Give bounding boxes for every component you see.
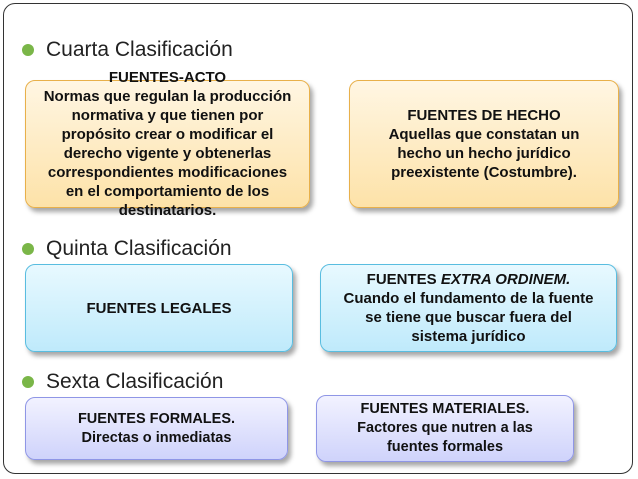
heading-quinta (22, 237, 232, 261)
materiales-title: FUENTES MATERIALES. (360, 401, 530, 417)
box-fuentes-legales (25, 264, 293, 352)
materiales-line: Factores que nutren a las (357, 420, 533, 436)
extra-line: sistema jurídico (411, 328, 526, 345)
heading-sexta (22, 370, 223, 394)
extra-line: Cuando el fundamento de la fuente (343, 290, 594, 307)
box-fuentes-materiales (316, 395, 574, 462)
extra-title-italic: EXTRA ORDINEM. (440, 271, 571, 288)
legales-title: FUENTES LEGALES (86, 299, 232, 317)
acto-line: correspondientes modificaciones (47, 164, 288, 181)
formales-subtitle: Directas o inmediatas (81, 429, 232, 446)
acto-line: en el comportamiento de los (65, 183, 270, 200)
acto-line: derecho vigente y obtenerlas (63, 145, 272, 162)
box-fuentes-extra-ordinem (320, 264, 617, 352)
bullet-icon (22, 44, 34, 56)
hecho-line: hecho un hecho jurídico (397, 145, 571, 162)
materiales-line: fuentes formales (386, 439, 504, 455)
acto-title: FUENTES-ACTO (108, 69, 227, 86)
box-fuentes-formales (25, 397, 288, 460)
acto-line: Normas que regulan la producción (43, 88, 292, 105)
heading-sexta-label: Sexta Clasificación (46, 370, 224, 393)
extra-title-prefix: FUENTES (366, 271, 441, 288)
acto-line: normativa y que tienen por (71, 107, 264, 124)
extra-title (367, 270, 571, 289)
box-fuentes-hecho (349, 80, 619, 208)
bullet-icon (22, 376, 34, 388)
acto-line: destinatarios. (118, 202, 217, 219)
hecho-line: Aquellas que constatan un (388, 126, 580, 143)
box-fuentes-acto (25, 69, 310, 219)
heading-cuarta-label: Cuarta Clasificación (46, 38, 233, 61)
hecho-title: FUENTES DE HECHO (407, 107, 561, 124)
heading-quinta-label: Quinta Clasificación (46, 237, 232, 260)
heading-cuarta (22, 38, 233, 62)
bullet-icon (22, 243, 34, 255)
formales-title: FUENTES FORMALES. (77, 410, 236, 427)
extra-line: se tiene que buscar fuera del (365, 309, 572, 326)
acto-line: propósito crear o modificar el (61, 126, 274, 143)
hecho-line: preexistente (Costumbre). (391, 164, 577, 181)
